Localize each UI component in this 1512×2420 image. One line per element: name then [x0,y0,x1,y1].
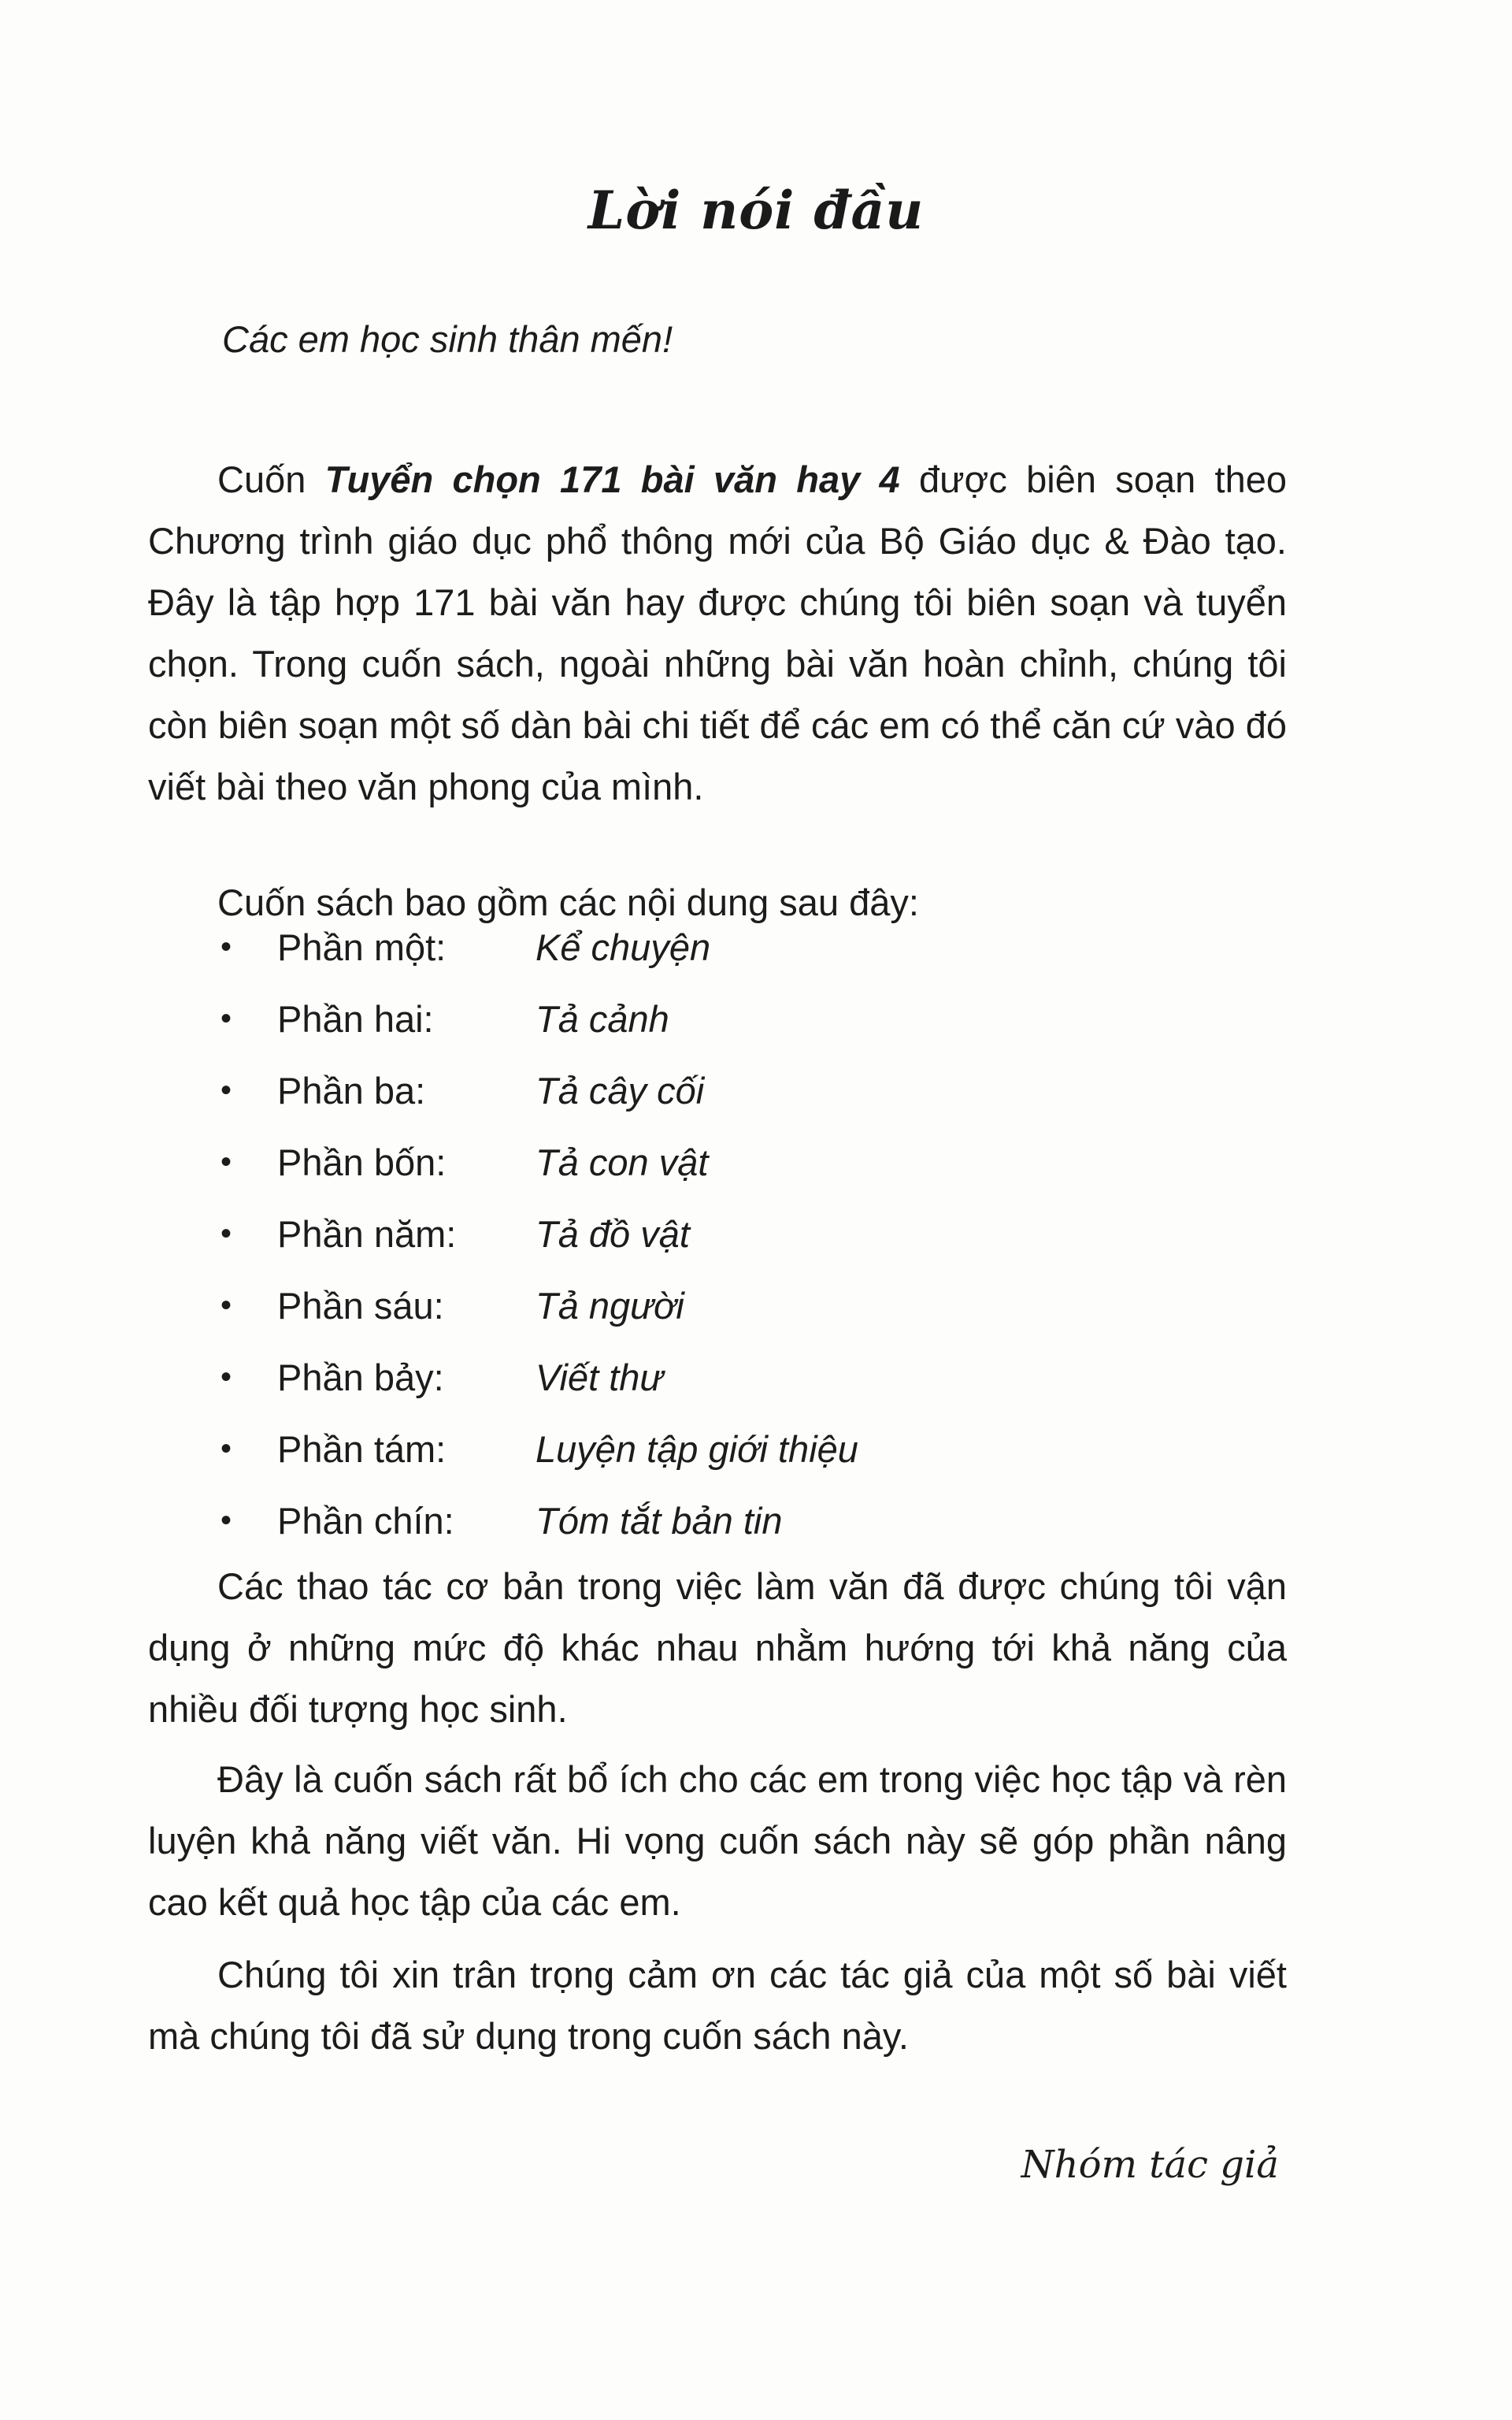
intro-paragraph [148,449,1287,818]
list-item [213,1198,1236,1270]
methods-paragraph: Các thao tác cơ bản trong việc làm văn đã được chúng tôi vận dụng ở những mức độ khác nhau nhằm hướng tới khả năng của nhiều đối tượng học sinh. [148,1565,1287,1730]
bullet-icon: • [220,1001,232,1036]
list-item [213,1485,1236,1557]
contents-intro: Cuốn sách bao gồm các nội dung sau đây: [217,882,919,923]
list-item [213,1055,1236,1126]
list-item [213,911,1236,983]
bullet-icon: • [220,1360,232,1394]
part-label: Phần bốn: [277,1141,447,1183]
part-title: Tóm tắt bản tin [536,1500,783,1542]
bullet-icon: • [220,930,232,964]
book-title: Tuyển chọn 171 bài văn hay 4 [324,458,900,500]
parts-list [213,911,1236,1557]
part-label: Phần tám: [277,1428,447,1470]
part-label: Phần một: [277,926,447,968]
part-label: Phần bảy: [277,1357,444,1398]
part-title: Kể chuyện [536,926,711,968]
part-title: Tả cảnh [536,998,669,1040]
intro-suffix: được biên soạn theo Chương trình giáo dục phổ thông mới của Bộ Giáo dục & Đào tạo. Đây là tập hợp 171 bài văn hay được chúng tôi biên soạn và tuyển chọn. Trong cuốn sách, ngoài những bài văn hoàn chỉnh, chúng tôi còn biên soạn một số dàn bài chi tiết để các em có thể căn cứ vào đó viết bài theo văn phong của mình. [148,458,1287,807]
list-item [213,983,1236,1055]
part-label: Phần hai: [277,998,434,1040]
part-title: Tả con vật [536,1141,709,1183]
part-label: Phần chín: [277,1500,454,1542]
bullet-icon: • [220,1288,232,1323]
list-item [213,1270,1236,1342]
bullet-icon: • [220,1216,232,1251]
intro-prefix: Cuốn [217,458,325,500]
bullet-icon: • [220,1431,232,1466]
part-title: Tả người [536,1285,684,1327]
thanks-paragraph: Chúng tôi xin trân trọng cảm ơn các tác giả của một số bài viết mà chúng tôi đã sử dụng trong cuốn sách này. [148,1954,1287,2057]
part-label: Phần năm: [277,1213,457,1255]
part-title: Viết thư [536,1357,664,1398]
bullet-icon: • [220,1503,232,1538]
part-title: Tả đồ vật [536,1213,690,1255]
greeting: Các em học sinh thân mến! [222,318,673,360]
benefit-paragraph: Đây là cuốn sách rất bổ ích cho các em trong việc học tập và rèn luyện khả năng viết văn. Hi vọng cuốn sách này sẽ góp phần nâng cao kết quả học tập của các em. [148,1758,1287,1923]
list-item [213,1413,1236,1485]
author-signature: Nhóm tác giả [1021,2143,1279,2187]
part-label: Phần ba: [277,1070,426,1112]
bullet-icon: • [220,1073,232,1108]
part-title: Luyện tập giới thiệu [536,1428,858,1470]
part-label: Phần sáu: [277,1285,444,1327]
bullet-icon: • [220,1145,232,1179]
page-title: Lời nói đầu [587,180,925,241]
part-title: Tả cây cối [536,1070,705,1112]
list-item [213,1342,1236,1413]
list-item [213,1126,1236,1198]
